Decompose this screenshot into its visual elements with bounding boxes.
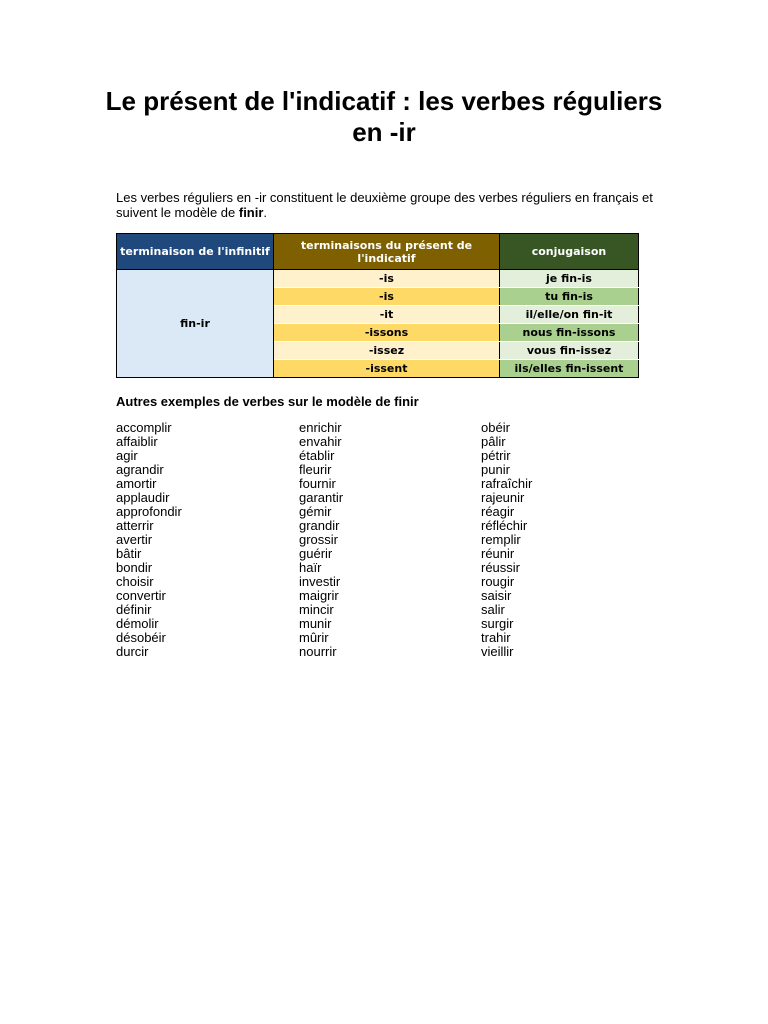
verb-list-item: réagir	[481, 504, 515, 519]
verb-list-item: établir	[299, 448, 335, 463]
header-conjugation: conjugaison	[500, 234, 639, 270]
verb-list-item: trahir	[481, 630, 511, 645]
verb-list-item: démolir	[116, 616, 159, 631]
verb-list-item: approfondir	[116, 504, 182, 519]
examples-heading: Autres exemples de verbes sur le modèle de finir	[116, 394, 419, 409]
verb-list-item: guérir	[299, 546, 333, 561]
table-row	[117, 270, 639, 288]
verb-list-item: désobéir	[116, 630, 166, 645]
intro-model-verb: finir	[238, 205, 264, 220]
verb-list-item: rafraîchir	[481, 476, 533, 491]
verb-list-item: réunir	[481, 546, 515, 561]
verb-list-item: vieillir	[481, 644, 514, 659]
header-infinitive-ending: terminaison de l'infinitif	[117, 234, 274, 270]
verb-list-item: applaudir	[116, 490, 170, 505]
conjugation-cell: nous fin-issons	[500, 324, 639, 342]
ending-cell: -is	[274, 270, 500, 288]
verb-list-item: pâlir	[481, 434, 506, 449]
verb-list-item: munir	[299, 616, 332, 631]
verb-list-item: maigrir	[299, 588, 339, 603]
verb-list-item: affaiblir	[116, 434, 158, 449]
ending-cell: -issez	[274, 342, 500, 360]
header-present-endings: terminaisons du présent de l'indicatif	[274, 234, 500, 270]
verb-list-item: amortir	[116, 476, 157, 491]
conjugation-cell: je fin-is	[500, 270, 639, 288]
verb-list-item: punir	[481, 462, 510, 477]
conjugation-cell: il/elle/on fin-it	[500, 306, 639, 324]
verb-list-item: rougir	[481, 574, 515, 589]
verb-list-item: accomplir	[116, 420, 172, 435]
verb-list-item: rajeunir	[481, 490, 525, 505]
conjugation-table	[116, 233, 639, 378]
verb-list-item: définir	[116, 602, 152, 617]
verb-list-item: haïr	[299, 560, 322, 575]
verb-list-item: durcir	[116, 644, 149, 659]
conjugation-cell: vous fin-issez	[500, 342, 639, 360]
ending-cell: -it	[274, 306, 500, 324]
verb-list-item: réfléchir	[481, 518, 528, 533]
verb-list-item: atterrir	[116, 518, 154, 533]
verb-list-item: enrichir	[299, 420, 342, 435]
conjugation-cell: tu fin-is	[500, 288, 639, 306]
verb-list-item: choisir	[116, 574, 154, 589]
verb-list-item: fleurir	[299, 462, 332, 477]
verb-list-item: bâtir	[116, 546, 142, 561]
verb-list-item: agrandir	[116, 462, 164, 477]
intro-end: .	[263, 205, 268, 220]
verb-list-column-2	[299, 421, 343, 659]
verb-list-item: investir	[299, 574, 341, 589]
verb-list-item: remplir	[481, 532, 521, 547]
verb-list-item: réussir	[481, 560, 521, 575]
ending-cell: -issent	[274, 360, 500, 378]
verb-list-column-1	[116, 421, 182, 659]
verb-list-item: mincir	[299, 602, 334, 617]
intro-text: Les verbes réguliers en -ir constituent le deuxième groupe des verbes réguliers en français et suivent le modèle de	[116, 190, 653, 220]
intro-paragraph	[116, 190, 676, 220]
verb-list-item: fournir	[299, 476, 336, 491]
verb-list-item: salir	[481, 602, 505, 617]
table-header-row	[117, 234, 639, 270]
page-title: Le présent de l'indicatif : les verbes réguliers en -ir	[105, 86, 663, 147]
conjugation-cell: ils/elles fin-issent	[500, 360, 639, 378]
ending-cell: -is	[274, 288, 500, 306]
verb-list-item: surgir	[481, 616, 514, 631]
verb-list-item: envahir	[299, 434, 342, 449]
verb-list-item: avertir	[116, 532, 153, 547]
verb-list-item: convertir	[116, 588, 166, 603]
verb-list-column-3	[481, 421, 532, 659]
verb-list-item: obéir	[481, 420, 510, 435]
verb-list-item: garantir	[299, 490, 344, 505]
verb-list-item: pétrir	[481, 448, 511, 463]
verb-list-item: bondir	[116, 560, 153, 575]
verb-list-item: saisir	[481, 588, 512, 603]
verb-list-item: nourrir	[299, 644, 337, 659]
verb-list-item: grossir	[299, 532, 339, 547]
verb-list-item: grandir	[299, 518, 340, 533]
verb-list-item: gémir	[299, 504, 332, 519]
verb-list-item: agir	[116, 448, 138, 463]
verb-list-item: mûrir	[299, 630, 329, 645]
stem-cell: fin-ir	[117, 270, 274, 378]
ending-cell: -issons	[274, 324, 500, 342]
